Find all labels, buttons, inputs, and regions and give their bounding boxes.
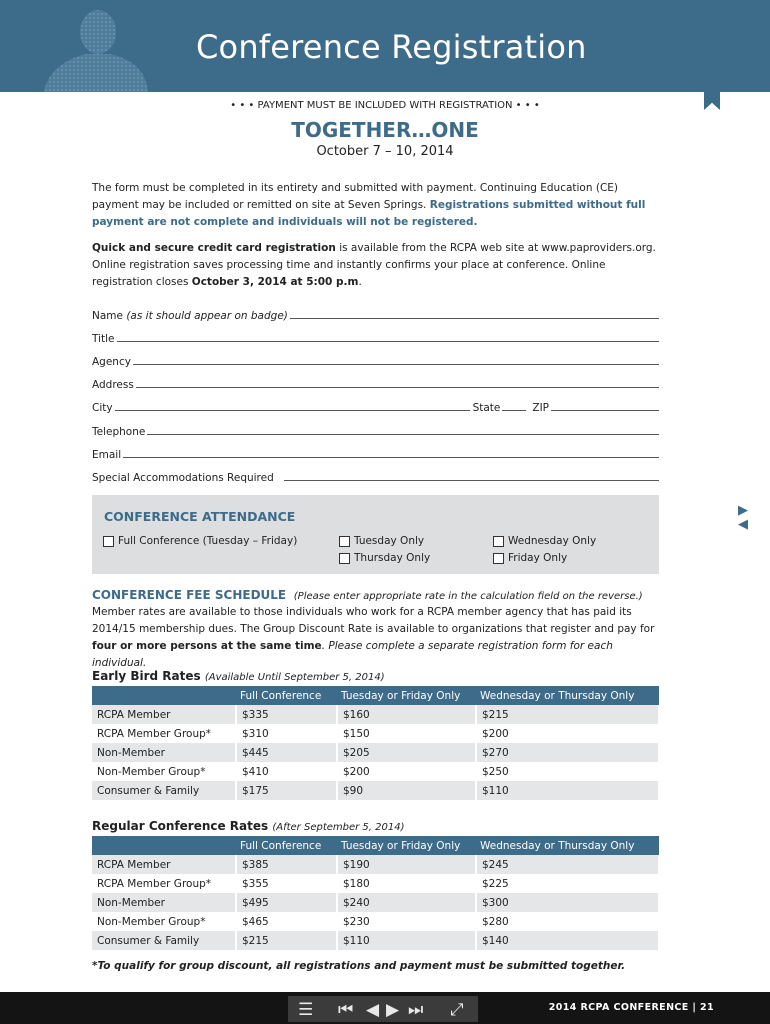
column-header: Tuesday or Friday Only: [337, 686, 476, 705]
thursday-checkbox[interactable]: [339, 552, 430, 564]
table-cell: $465: [236, 912, 337, 931]
first-page-icon[interactable]: ⏮: [338, 1000, 354, 1020]
group-discount-note: *To qualify for group discount, all registrations and payment must be submitted together.: [92, 960, 626, 972]
person-silhouette-icon: [40, 8, 150, 92]
checkbox-icon: [339, 536, 350, 547]
table-cell: $270: [476, 743, 659, 762]
city-label: City: [92, 402, 113, 414]
agency-label: Agency: [92, 356, 131, 368]
table-cell: Non-Member Group*: [92, 762, 236, 781]
table-row: [92, 912, 659, 931]
payment-notice: • • • PAYMENT MUST BE INCLUDED WITH REGISTRATION • • •: [230, 100, 540, 111]
table-row: [92, 743, 659, 762]
table-cell: $300: [476, 893, 659, 912]
table-cell: RCPA Member Group*: [92, 724, 236, 743]
early-bird-heading: [92, 669, 385, 683]
online-paragraph: [92, 240, 662, 291]
table-header-row: [92, 686, 659, 705]
checkbox-icon: [493, 553, 504, 564]
page-number-label: 2014 RCPA CONFERENCE | 21: [548, 1002, 714, 1013]
city-state-zip-field[interactable]: [92, 398, 659, 414]
table-cell: Consumer & Family: [92, 781, 236, 800]
table-cell: $205: [337, 743, 476, 762]
zip-label: ZIP: [532, 402, 550, 414]
checkbox-icon: [103, 536, 114, 547]
table-cell: $200: [476, 724, 659, 743]
online-text: is available from the RCPA web site at www.paproviders.org. Online registration saves processing time and instantly confirms your place at conference. Online registration closes: [92, 242, 656, 288]
tuesday-checkbox[interactable]: [339, 535, 424, 547]
address-label: Address: [92, 379, 134, 391]
table-cell: $230: [337, 912, 476, 931]
table-cell: $90: [337, 781, 476, 800]
wednesday-label: Wednesday Only: [508, 535, 597, 547]
table-cell: $335: [236, 705, 337, 724]
table-cell: $140: [476, 931, 659, 950]
column-header: [92, 836, 236, 855]
event-dates: October 7 – 10, 2014: [316, 144, 454, 159]
table-row: [92, 781, 659, 800]
table-row: [92, 705, 659, 724]
table-cell: Non-Member Group*: [92, 912, 236, 931]
table-cell: $175: [236, 781, 337, 800]
table-cell: $410: [236, 762, 337, 781]
telephone-field[interactable]: [92, 422, 659, 438]
email-field[interactable]: [92, 445, 659, 461]
table-cell: $495: [236, 893, 337, 912]
header-banner: [0, 0, 770, 92]
table-cell: $385: [236, 855, 337, 874]
telephone-label: Telephone: [92, 426, 146, 438]
menu-icon[interactable]: ☰: [298, 1000, 314, 1020]
table-cell: $215: [236, 931, 337, 950]
early-bird-table: [92, 686, 660, 800]
table-cell: $200: [337, 762, 476, 781]
intro-text: The form must be completed in its entirety and submitted with payment. Continuing Education (CE) payment may be included or remitted on site at Seven Springs.: [92, 182, 619, 211]
event-name: TOGETHER…ONE: [291, 118, 479, 142]
special-label: Special Accommodations Required: [92, 472, 274, 484]
agency-field[interactable]: [92, 352, 659, 368]
table-row: [92, 931, 659, 950]
fee-schedule-heading: [92, 588, 643, 602]
special-accommodations-field[interactable]: [92, 468, 659, 484]
thursday-label: Thursday Only: [354, 552, 431, 564]
fee-text: Member rates are available to those individuals who work for a RCPA member agency that has paid its 2014/15 membership dues. The Group Discount Rate is available to organizations that register and pay for: [92, 606, 655, 635]
attendance-title: CONFERENCE ATTENDANCE: [104, 509, 296, 524]
page-title: Conference Registration: [196, 28, 587, 66]
table-cell: $180: [337, 874, 476, 893]
viewer-nav: [288, 996, 478, 1022]
previous-page-icon[interactable]: ◀: [366, 1000, 380, 1020]
regular-rates-table: [92, 836, 660, 950]
online-deadline: October 3, 2014 at 5:00 p.m: [191, 276, 359, 288]
column-header: [92, 686, 236, 705]
table-cell: $110: [476, 781, 659, 800]
tuesday-label: Tuesday Only: [354, 535, 425, 547]
table-cell: $250: [476, 762, 659, 781]
fullscreen-icon[interactable]: ⤢: [450, 1000, 464, 1020]
column-header: Wednesday or Thursday Only: [476, 686, 659, 705]
fee-paragraph: [92, 604, 662, 672]
table-cell: RCPA Member Group*: [92, 874, 236, 893]
table-cell: RCPA Member: [92, 855, 236, 874]
table-row: [92, 762, 659, 781]
table-cell: $190: [337, 855, 476, 874]
regular-rates-heading: [92, 819, 405, 833]
table-cell: RCPA Member: [92, 705, 236, 724]
online-bold: Quick and secure credit card registration: [92, 242, 336, 254]
intro-warning: Registrations submitted without full payment are not complete and individuals will not be registered.: [92, 199, 646, 228]
checkbox-icon: [339, 553, 350, 564]
table-cell: $245: [476, 855, 659, 874]
page-turn-arrows[interactable]: [738, 504, 748, 532]
table-header-row: [92, 836, 659, 855]
fee-bold: four or more persons at the same time: [92, 640, 322, 652]
table-cell: $355: [236, 874, 337, 893]
last-page-icon[interactable]: ⏭: [408, 1000, 424, 1020]
friday-label: Friday Only: [508, 552, 568, 564]
title-label: Title: [92, 333, 115, 345]
fee-schedule-hint: (Please enter appropriate rate in the calculation field on the reverse.): [293, 591, 643, 602]
column-header: Full Conference: [236, 836, 337, 855]
table-row: [92, 855, 659, 874]
arrow-left-icon[interactable]: ◀: [738, 517, 748, 532]
next-page-icon[interactable]: ▶: [386, 1000, 400, 1020]
table-row: [92, 874, 659, 893]
online-tail: .: [358, 276, 362, 288]
checkbox-icon: [493, 536, 504, 547]
table-cell: Non-Member: [92, 743, 236, 762]
friday-checkbox[interactable]: [493, 552, 567, 564]
early-bird-title: Early Bird Rates: [92, 669, 201, 683]
fee-italic: . Please complete a separate registration form for each individual.: [92, 640, 613, 669]
table-cell: $225: [476, 874, 659, 893]
name-label: Name (as it should appear on badge): [92, 310, 288, 322]
table-row: [92, 724, 659, 743]
table-cell: Non-Member: [92, 893, 236, 912]
full-conference-checkbox[interactable]: [103, 535, 297, 547]
table-cell: $445: [236, 743, 337, 762]
table-cell: $110: [337, 931, 476, 950]
email-label: Email: [92, 449, 122, 461]
table-cell: $150: [337, 724, 476, 743]
table-cell: $215: [476, 705, 659, 724]
title-field[interactable]: [92, 329, 659, 345]
arrow-right-icon[interactable]: ▶: [738, 503, 748, 518]
table-cell: $160: [337, 705, 476, 724]
name-field[interactable]: [92, 306, 659, 322]
wednesday-checkbox[interactable]: [493, 535, 596, 547]
intro-paragraph: [92, 180, 662, 231]
table-cell: $240: [337, 893, 476, 912]
column-header: Wednesday or Thursday Only: [476, 836, 659, 855]
column-header: Full Conference: [236, 686, 337, 705]
full-conference-label: Full Conference (Tuesday – Friday): [118, 535, 298, 547]
state-label: State: [472, 402, 501, 414]
regular-rates-title: Regular Conference Rates: [92, 819, 269, 833]
fee-schedule-title: CONFERENCE FEE SCHEDULE: [92, 588, 287, 602]
table-row: [92, 893, 659, 912]
table-cell: Consumer & Family: [92, 931, 236, 950]
table-cell: $310: [236, 724, 337, 743]
regular-rates-note: (After September 5, 2014): [272, 822, 405, 833]
address-field[interactable]: [92, 375, 659, 391]
attendance-section: [92, 495, 659, 574]
early-bird-note: (Available Until September 5, 2014): [204, 672, 385, 683]
column-header: Tuesday or Friday Only: [337, 836, 476, 855]
table-cell: $280: [476, 912, 659, 931]
